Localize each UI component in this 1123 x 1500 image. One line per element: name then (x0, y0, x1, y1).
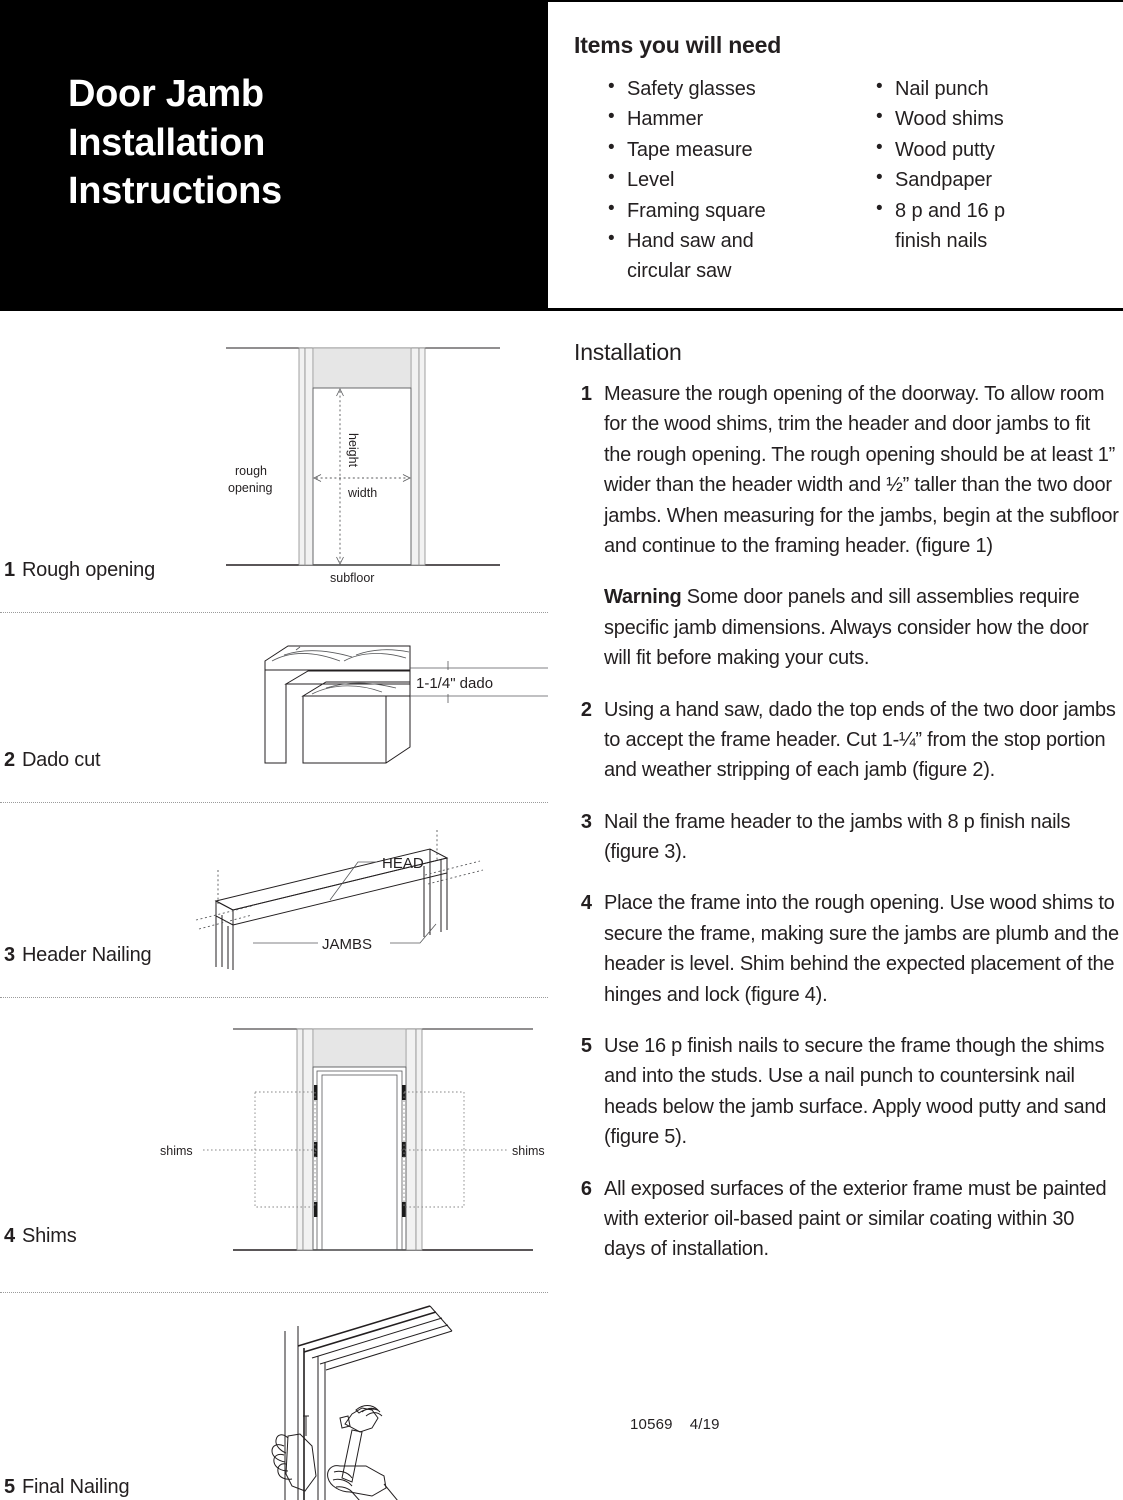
step-number: 3 (580, 810, 592, 833)
warning-label: Warning (604, 586, 682, 609)
installation-step-2 (574, 695, 1119, 786)
figure-2-caption (4, 749, 100, 772)
items-column-left (608, 74, 818, 287)
items-you-will-need-panel (548, 0, 1123, 308)
figure-4-row (0, 997, 548, 1292)
figure-2-caption-text: Dado cut (21, 749, 101, 771)
list-item-line-2: circular saw (627, 260, 732, 283)
step-body (604, 888, 1119, 1010)
step-body (604, 807, 1119, 868)
step-number: 6 (580, 1177, 592, 1200)
installation-step-6 (574, 1174, 1119, 1265)
figure-5-row (0, 1292, 548, 1500)
step-text: Measure the rough opening of the doorway. To allow room for the wood shims, trim the header and door jambs to fit the rough opening. The rough opening should be at least 1” wider than the header width and ½” taller than the two door jambs. When measuring for the jambs, begin at the subfloor and continue to the framing header. (figure 1) (604, 383, 1119, 557)
step-warning (604, 582, 1119, 673)
installation-step-4 (574, 888, 1119, 1010)
figure-3-label-head: HEAD (382, 855, 424, 872)
items-list-right (876, 74, 1086, 256)
figure-2-label-dado: 1-1/4" dado (416, 675, 494, 692)
figure-3-caption (4, 944, 151, 967)
figure-1-label-width: width (348, 486, 378, 500)
warning-text: Some door panels and sill assemblies require specific jamb dimensions. Always consider how the door will fit before making your cuts. (604, 586, 1089, 670)
step-number: 2 (580, 698, 592, 721)
step-body (604, 379, 1119, 674)
list-item: • Nail punch (876, 74, 1086, 104)
step-number: 5 (580, 1035, 592, 1058)
step-number: 4 (580, 892, 592, 915)
list-item (608, 226, 818, 287)
list-item-line-1: Hand saw and (627, 229, 754, 252)
items-heading: Items you will need (574, 32, 782, 58)
step-text: Place the frame into the rough opening. Use wood shims to secure the frame, making sure the jambs are plumb and the header is level. Shim behind the expected placement of the hinges and lock (figure 4). (604, 892, 1119, 1006)
figure-1-caption-text: Rough opening (21, 559, 156, 581)
figure-2-row (0, 612, 548, 802)
step-text: Using a hand saw, dado the top ends of the two door jambs to accept the frame header. Cut 1-¼” from the stop portion and weather stripping of each jamb (figure 2). (604, 698, 1116, 782)
installation-step-1 (574, 379, 1119, 674)
page-title-line-1: Door Jamb (68, 73, 264, 115)
list-item: • Hammer (608, 104, 818, 134)
installation-heading: Installation (574, 339, 682, 365)
document-revision: 4/19 (689, 1416, 720, 1433)
list-item: • Framing square (608, 196, 818, 226)
figure-4-label-shims-left: shims (160, 1144, 193, 1158)
list-item-line-2: finish nails (895, 229, 988, 252)
figure-1-artwork (0, 325, 548, 585)
figure-4-caption-text: Shims (21, 1225, 77, 1247)
figure-1-caption (4, 559, 155, 582)
step-number: 1 (580, 383, 592, 405)
figure-5-artwork (0, 1306, 548, 1500)
list-item: • Tape measure (608, 135, 818, 165)
figure-5-number: 5 (4, 1476, 15, 1498)
figure-3-caption-text: Header Nailing (21, 944, 152, 966)
items-list-left (608, 74, 818, 287)
page-title-line-2: Installation (68, 121, 265, 164)
document-number: 10569 (630, 1416, 673, 1433)
list-item: • Sandpaper (876, 165, 1086, 195)
step-body (604, 1174, 1119, 1265)
figure-5-caption-text: Final Nailing (21, 1476, 130, 1498)
list-item (876, 196, 1086, 257)
step-body (604, 695, 1119, 786)
items-column-right (876, 74, 1086, 287)
step-text: Nail the frame header to the jambs with 8 p finish nails (figure 3). (604, 810, 1071, 864)
figure-1-label-height: height (346, 433, 360, 468)
figure-3-row (0, 802, 548, 997)
step-body (604, 1031, 1119, 1153)
step-text: All exposed surfaces of the exterior frame must be painted with exterior oil-based paint or similar coating within 30 days of installation. (604, 1177, 1107, 1261)
figure-5-caption (4, 1476, 129, 1499)
figure-4-artwork (0, 1007, 548, 1257)
figure-4-label-shims-right: shims (512, 1144, 545, 1158)
figure-1-label-rough: rough (235, 464, 267, 478)
page-title-line-3: Instructions (68, 170, 282, 213)
page-title (68, 70, 498, 216)
list-item-line-1: 8 p and 16 p (895, 199, 1006, 222)
list-item: • Safety glasses (608, 74, 818, 104)
figure-2-number: 2 (4, 749, 15, 771)
items-columns (608, 74, 1108, 287)
installation-steps (574, 379, 1119, 1286)
figure-4-caption (4, 1225, 77, 1248)
list-item: • Wood putty (876, 135, 1086, 165)
figure-1-row (0, 311, 548, 612)
figure-1-label-subfloor: subfloor (330, 571, 375, 585)
document-footer (630, 1416, 720, 1433)
figure-3-number: 3 (4, 944, 15, 966)
installation-step-5 (574, 1031, 1119, 1153)
figure-1-number: 1 (4, 559, 15, 581)
step-text: Use 16 p finish nails to secure the frame though the shims and into the studs. Use a nail punch to countersink nail heads below the jamb surface. Apply wood putty and sand (figure 5). (604, 1035, 1107, 1149)
figures-column (0, 311, 548, 1500)
figure-3-label-jambs: JAMBS (322, 936, 373, 953)
list-item: • Level (608, 165, 818, 195)
list-item: • Wood shims (876, 104, 1086, 134)
figure-1-label-opening: opening (228, 481, 273, 495)
installation-step-3 (574, 807, 1119, 868)
figure-4-number: 4 (4, 1225, 15, 1247)
